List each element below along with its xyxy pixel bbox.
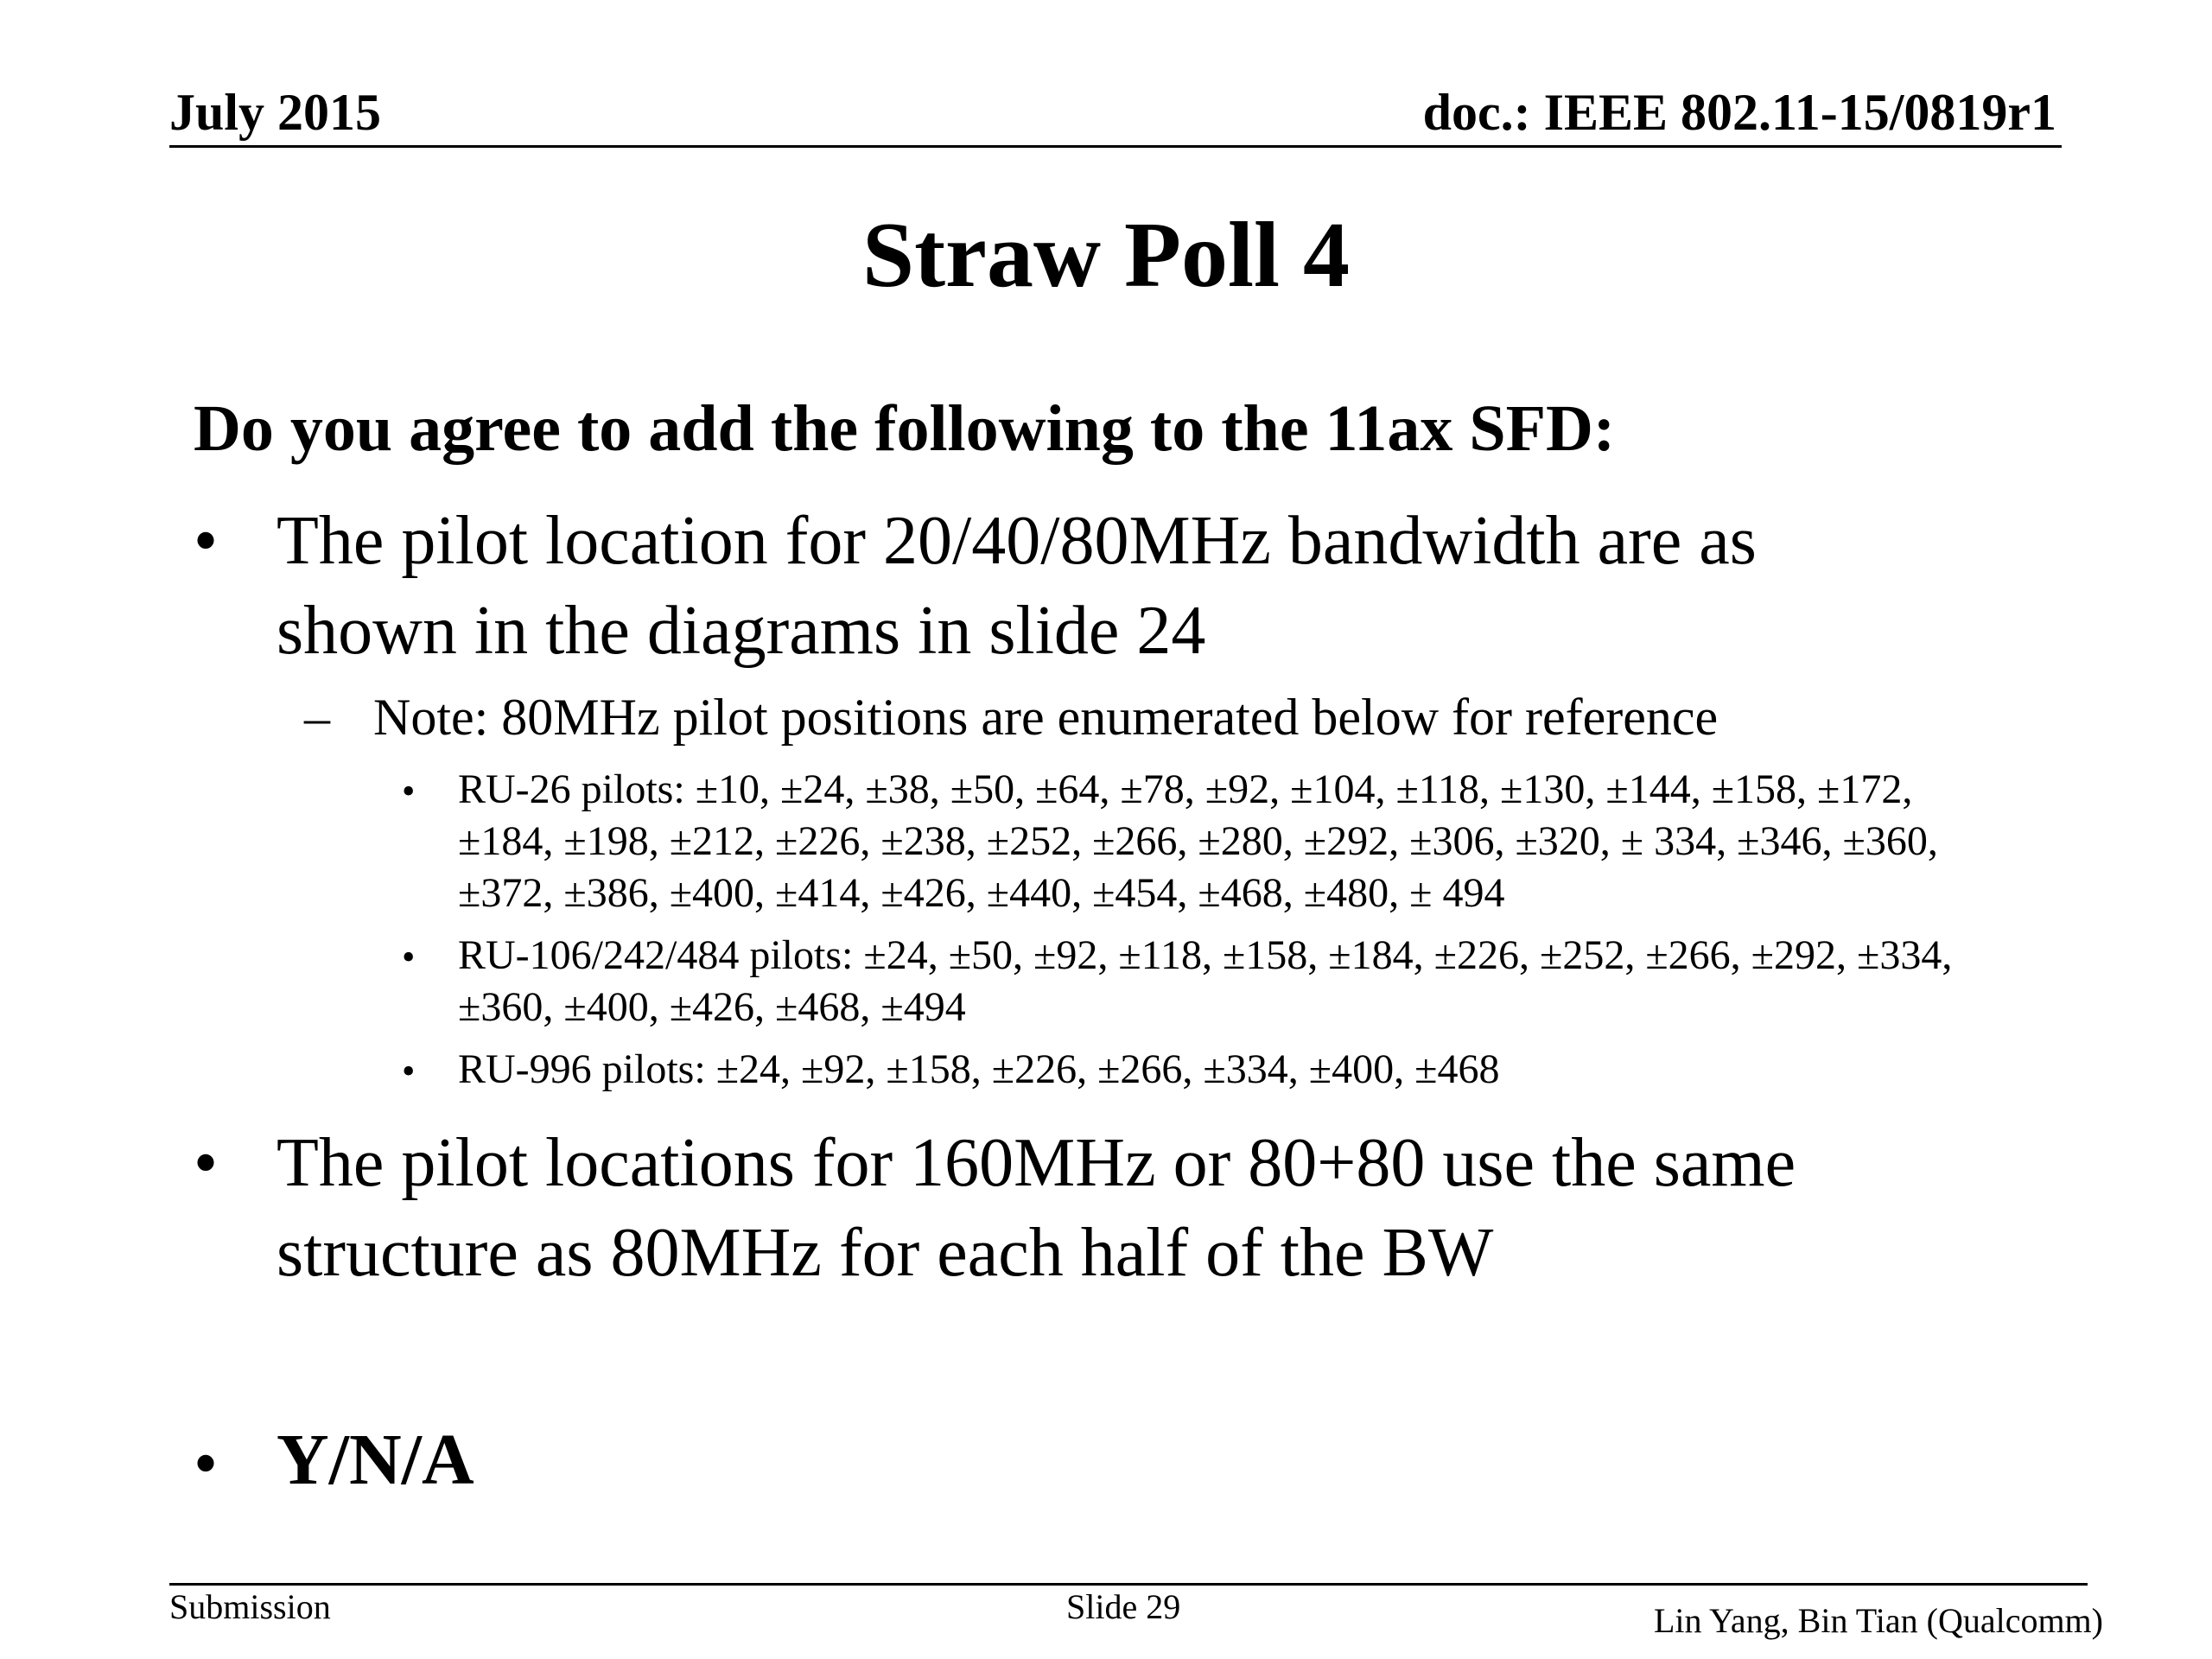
bullet-marker: • [194, 1426, 219, 1502]
note-dash-marker: – [304, 689, 330, 746]
footer-submission: Submission [169, 1587, 331, 1626]
header-date: July 2015 [169, 84, 382, 141]
ru26-bullet-marker: • [402, 770, 416, 812]
ru106-pilots-line-2: ±360, ±400, ±426, ±468, ±494 [458, 984, 966, 1030]
ru26-pilots-line-2: ±184, ±198, ±212, ±226, ±238, ±252, ±266, ±280, ±292, ±306, ±320, ± 334, ±346, ±360, [458, 818, 1938, 864]
ru106-bullet-marker: • [402, 936, 416, 978]
bullet-1-line-1: The pilot location for 20/40/80MHz bandwidth are as [276, 503, 1757, 579]
footer-slide-number: Slide 29 [1066, 1587, 1181, 1626]
ru26-pilots-line-1: RU-26 pilots: ±10, ±24, ±38, ±50, ±64, ±78, ±92, ±104, ±118, ±130, ±144, ±158, ±172, [458, 766, 1913, 812]
bullet-1-line-2: shown in the diagrams in slide 24 [276, 593, 1206, 669]
ru106-pilots-line-1: RU-106/242/484 pilots: ±24, ±50, ±92, ±118, ±158, ±184, ±226, ±252, ±266, ±292, ±334, [458, 932, 1953, 978]
bullet-2-line-2: structure as 80MHz for each half of the BW [276, 1215, 1494, 1291]
ru996-bullet-marker: • [402, 1050, 416, 1092]
footer-authors: Lin Yang, Bin Tian (Qualcomm) [1653, 1601, 2103, 1640]
header-divider [169, 145, 2062, 148]
ru26-pilots-line-3: ±372, ±386, ±400, ±414, ±426, ±440, ±454, ±468, ±480, ± 494 [458, 870, 1505, 916]
vote-options: Y/N/A [276, 1420, 474, 1500]
note-text: Note: 80MHz pilot positions are enumerated below for reference [373, 689, 1719, 746]
ru996-pilots-line-1: RU-996 pilots: ±24, ±92, ±158, ±226, ±266, ±334, ±400, ±468 [458, 1046, 1500, 1092]
header-doc-id: doc.: IEEE 802.11-15/0819r1 [1422, 84, 2056, 141]
bullet-marker: • [194, 1125, 219, 1201]
bullet-2-line-1: The pilot locations for 160MHz or 80+80 use the same [276, 1125, 1796, 1201]
footer-divider [169, 1583, 2088, 1586]
slide-title: Straw Poll 4 [862, 204, 1350, 307]
bullet-marker: • [194, 503, 219, 579]
poll-question: Do you agree to add the following to the 11ax SFD: [194, 392, 1616, 465]
